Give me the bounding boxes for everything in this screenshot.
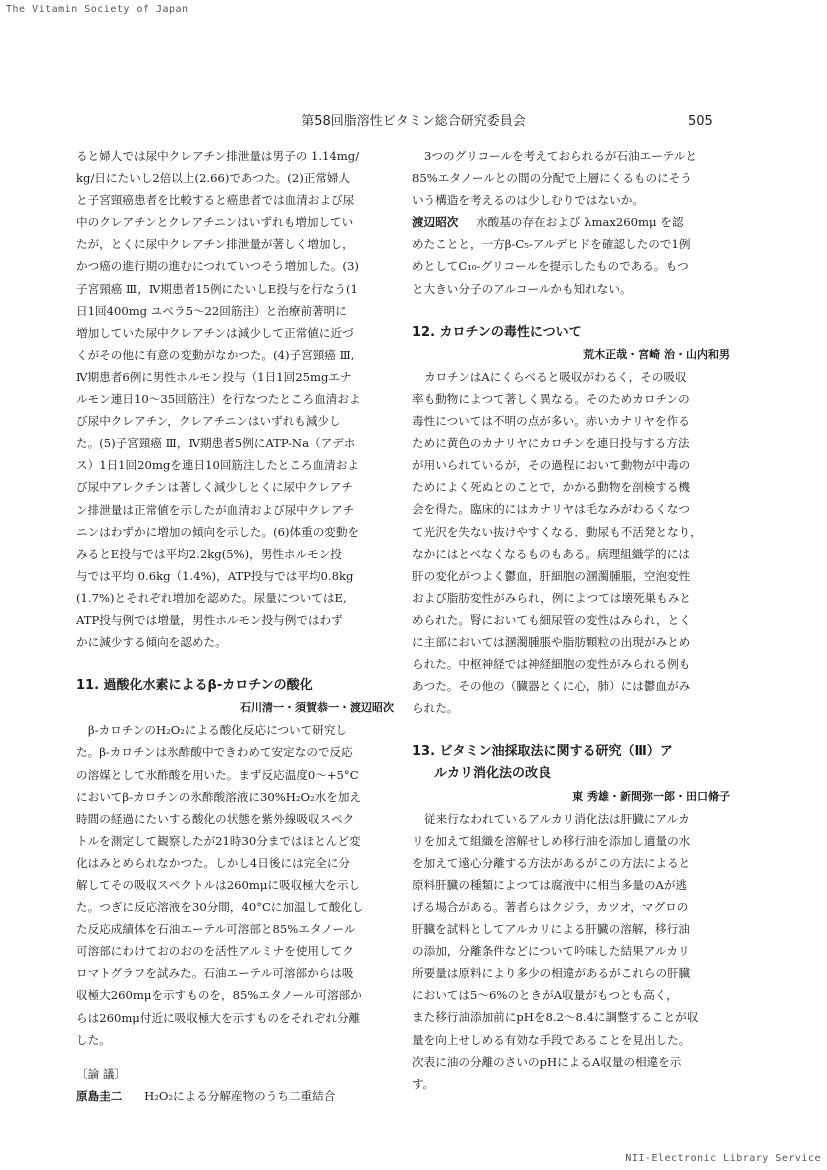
text-line: 日1回400mg ユベラ5～22回筋注）と治療前著明に: [76, 303, 347, 318]
library-watermark-top: The Vitamin Society of Japan: [6, 4, 189, 15]
text-line: 次表に油の分離のさいのpHによるA収量の相違を示: [412, 1054, 682, 1069]
text-line: られた。中枢神経では神経細胞の変性がみられる例も: [412, 657, 691, 672]
text-line: くがその他に有意の変動がなかつた。(4)子宮頸癌 Ⅲ,: [76, 347, 355, 362]
text-line: た。つぎに反応溶液を30分間，40°Cに加温して酸化し: [76, 900, 364, 915]
text-line: いう構造を考えるのは少しむりではないか。: [412, 193, 644, 208]
section-13-heading: 13. ビタミン油採取法に関する研究（Ⅲ）ア: [412, 744, 673, 760]
text-line: 収極大260mμを示すものを，85%エタノール可溶部か: [76, 988, 362, 1003]
text-line: 所要量は原料により多少の相違があるがこれらの肝臓: [412, 966, 691, 981]
section-11-heading: 11. 過酸化水素によるβ-カロチンの酸化: [76, 678, 313, 694]
text-line: 率も動物によつて著しく異なる。そのためカロチンの: [412, 391, 690, 406]
text-line: び尿中アレクチンは著しく減少しとくに尿中クレアチ: [76, 480, 353, 495]
text-line: カロチンはAにくらべると吸収がわるく，その吸収: [424, 369, 687, 384]
text-line: めたことと，一方β-C₅-アルデヒドを確認したので1例: [412, 237, 691, 252]
discussion-line: [76, 1085, 394, 1107]
text-line: リを加えて組織を溶解せしめ移行油を添加し適量の水: [412, 833, 691, 848]
text-line: 与では平均 0.6kg（1.4%)，ATP投与では平均0.8kg: [76, 568, 354, 583]
running-header: 第58回脂溶性ビタミン総合研究委員会: [301, 114, 526, 129]
text-line: ために黄色のカナリヤにカロチンを連日投与する方法: [412, 436, 690, 451]
page-number: 505: [688, 114, 713, 129]
text-line: また移行油添加前にpHを8.2～8.4に調整することが収: [412, 1010, 699, 1025]
section-13-body: [412, 808, 730, 1095]
left-body-text: [76, 145, 394, 653]
text-line: と大きい分子のアルコールかも知れない。: [412, 281, 632, 296]
discussion-speaker: 原島圭二: [76, 1088, 123, 1103]
text-line: が用いられているが，その過程において動物が中毒の: [412, 458, 691, 473]
text-line: かに減少する傾向を認めた。: [76, 635, 227, 650]
text-line: 時間の経過にたいする酸化の状態を紫外線吸収スペク: [76, 811, 355, 826]
right-column: [412, 145, 730, 1095]
text-line: められた。腎においても細尿管の変性はみられ，とく: [412, 612, 691, 627]
section-11-authors: 石川清一・須賀恭一・渡辺昭次: [240, 701, 394, 715]
text-line: 増加していた尿中クレアチンは減少して正常値に近づ: [76, 325, 354, 340]
text-line: 中のクレアチンとクレアチニンはいずれも増加してい: [76, 215, 354, 230]
text-line: たが，とくに尿中クレアチン排泄量が著しく増加し，: [76, 237, 354, 252]
text-line: られた。: [412, 701, 459, 716]
text-line: ロマトグラフを試みた。石油エーテル可溶部からは吸: [76, 966, 354, 981]
library-watermark-bottom: NII-Electronic Library Service: [625, 1153, 821, 1164]
section-12-authors: 荒木正哉・宮崎 治・山内和男: [583, 347, 730, 361]
section-11-body: [76, 719, 394, 1050]
text-line: kg/日にたいし2倍以上(2.66)であつた。(2)正常婦人: [76, 171, 351, 186]
text-line: 化はみとめられなかつた。しかし4日後には完全に分: [76, 855, 351, 870]
left-column: [76, 145, 394, 1107]
text-line: 可溶部にわけておのおのを活性アルミナを使用してク: [76, 944, 354, 959]
text-line: Ⅳ期患者6例に男性ホルモン投与（1日1回25mgエナ: [76, 369, 352, 384]
text-line: 85%エタノールとの間の分配で上層にくるものにそう: [412, 171, 692, 186]
text-line: みるとE投与では平均2.2kg(5%)，男性ホルモン投: [76, 546, 342, 561]
text-line: トルを測定して観察したが21時30分まではほとんど変: [76, 833, 361, 848]
text-line: (1.7%)とそれぞれ増加を認めた。尿量についてはE,: [76, 590, 347, 605]
text-line: ためによく死ぬとのことで，かかる動物を剖検する機: [412, 480, 691, 495]
discussion-heading: 〔論 議〕: [76, 1066, 127, 1081]
reply-body: [412, 233, 730, 299]
text-line: ルモン連日10～35回筋注）を行なつたところ血清およ: [76, 392, 361, 407]
text-line: 解してその吸収スペクトルは260mμに吸収極大を示し: [76, 878, 361, 892]
text-line: に主部においては溷濁腫脹や脂肪顆粒の出現がみとめ: [412, 634, 691, 649]
text-line: の添加，分離条件などについて吟味した結果アルカリ: [412, 944, 690, 959]
section-12-heading: 12. カロチンの毒性について: [412, 324, 582, 340]
text-line: ン排泄量は正常値を示したが血清および尿中クレアチ: [76, 502, 355, 517]
discussion-text: H₂O₂による分解産物のうち二重結合: [144, 1088, 336, 1103]
text-line: めとしてC₁₀-グリコールを提示したものである。もつ: [412, 259, 689, 274]
text-line: 量を向上せしめる有効な手段であることを見出した。: [412, 1032, 691, 1047]
text-line: た。β-カロチンは氷酢酸中できわめて安定なので反応: [76, 745, 353, 760]
text-line: て光沢を失ない抜けやすくなる．動尿も不活発となり，: [412, 524, 702, 539]
text-line: の溶媒として氷酢酸を用いた。まず反応温度0～+5°C: [76, 767, 359, 782]
reply-line: [412, 211, 730, 233]
text-line: した。: [76, 1032, 111, 1047]
section-13-authors: 東 秀雄・新間弥一郎・田口脩子: [572, 789, 730, 803]
text-line: 肝臓を試料としてアルカリによる肝臓の溶解，移行油: [412, 922, 690, 937]
text-line: 従来行なわれているアルカリ消化法は肝臓にアルカ: [424, 811, 690, 826]
text-line: および脂肪変性がみられ，例によつては壊死巣もみと: [412, 590, 691, 605]
text-line: と子宮頸癌患者を比較すると癌患者では血清および尿: [76, 193, 355, 208]
reply-first: 水酸基の存在および λmax260mμ を認: [476, 215, 684, 230]
text-line: ると婦人では尿中クレアチン排泄量は男子の 1.14mg/: [76, 149, 360, 163]
text-line: 子宮頸癌 Ⅲ，Ⅳ期患者15例にたいしE投与を行なう(1: [76, 281, 358, 296]
text-line: においてβ-カロチンの氷酢酸溶液に30%H₂O₂水を加え: [76, 789, 362, 804]
text-line: β-カロチンのH₂O₂による酸化反応について研究し: [88, 723, 348, 738]
text-line: かつ癌の進行期の進むにつれていつそう増加した。(3): [76, 259, 359, 274]
text-line: 肝の変化がつよく鬱血，肝細胞の溷濁腫脹，空泡変性: [412, 568, 691, 583]
text-line: 毒性については不明の点が多い。赤いカナリヤを作る: [412, 414, 690, 429]
text-line: 3つのグリコールを考えておられるが石油エーテルと: [424, 149, 697, 163]
text-line: ニンはわずかに増加の傾向を示した。(6)体重の変動を: [76, 524, 360, 539]
text-line: なかにはとべなくなるものもある。病理組織学的には: [412, 546, 690, 561]
text-line: た反応成績体を石油エーテル可溶部と85%エタノール: [76, 922, 356, 937]
section-13-heading-cont: ルカリ消化法の改良: [434, 766, 552, 782]
text-line: ATP投与例では増量，男性ホルモン投与例ではわず: [76, 612, 343, 627]
text-line: あつた。その他の（臓器とくに心，肺）には鬱血がみ: [412, 679, 691, 694]
text-line: び尿中クレアチン，クレアチニンはいずれも減少し: [76, 414, 341, 429]
text-line: 原料肝臓の種類によつては腐液中に相当多量のAが逃: [412, 877, 688, 892]
text-line: を加えて遠心分離する方法があるがこの方法によると: [412, 855, 691, 870]
text-line: た。(5)子宮頸癌 Ⅲ，Ⅳ期患者5例にATP-Na（アデホ: [76, 436, 356, 451]
text-line: 会を得た。臨床的にはカナリヤは毛なみがわるくなつ: [412, 502, 691, 517]
reply-speaker: 渡辺昭次: [412, 215, 459, 230]
text-line: においては5～6%のときがA収量がもつとも高く，: [412, 988, 678, 1003]
text-line: らは260mμ付近に吸収極大を示すものをそれぞれ分離: [76, 1010, 361, 1025]
right-body-text: [412, 145, 730, 211]
text-line: す。: [412, 1076, 435, 1091]
text-line: げる場合がある。著者らはクジラ，カツオ，マグロの: [412, 900, 689, 914]
section-12-body: [412, 366, 730, 720]
text-line: ス）1日1回20mgを連日10回筋注したところ血清およ: [76, 458, 359, 473]
